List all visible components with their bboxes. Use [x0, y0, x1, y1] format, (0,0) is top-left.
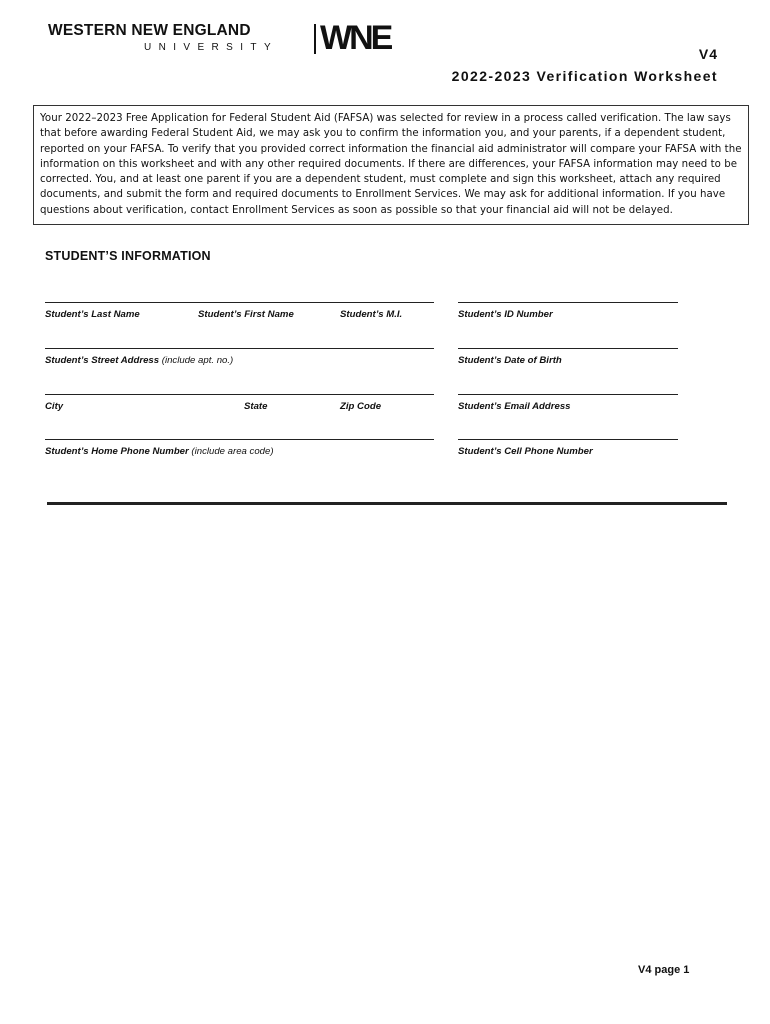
email-label: Student’s Email Address	[458, 401, 571, 412]
logo-mark: WNE	[320, 19, 391, 57]
street-address-input-line[interactable]	[45, 348, 434, 349]
street-address-note: (include apt. no.)	[161, 355, 234, 366]
logo-divider	[314, 24, 316, 54]
student-id-label: Student’s ID Number	[458, 309, 553, 320]
date-of-birth-input-line[interactable]	[458, 348, 678, 349]
state-label: State	[244, 401, 268, 412]
section-heading-student-info: STUDENT’S INFORMATION	[45, 249, 211, 263]
logo-line2: UNIVERSITY	[144, 42, 279, 53]
home-phone-note: (include area code)	[191, 446, 274, 457]
cell-phone-label: Student’s Cell Phone Number	[458, 446, 593, 457]
last-name-label: Student’s Last Name	[45, 309, 140, 320]
middle-initial-label: Student’s M.I.	[340, 309, 403, 320]
student-id-input-line[interactable]	[458, 302, 678, 303]
first-name-label: Student’s First Name	[198, 309, 294, 320]
home-phone-label	[45, 446, 274, 457]
street-address-label	[45, 355, 233, 366]
university-logo	[48, 19, 391, 58]
intro-notice: Your 2022–2023 Free Application for Federal Student Aid (FAFSA) was selected for review in a process called verification. The law says that before awarding Federal Student Aid, we may ask you to confirm the information you, and your parents, if a dependent student, reported on your FAFSA. To verify that you provided correct information the financial aid administrator will compare your FAFSA with the information on this worksheet and with any other required documents. If there are differences, your FAFSA information may need to be corrected. You, and at least one parent if you are a dependent student, must complete and sign this worksheet, attach any required documents, and submit the form and required documents to Enrollment Services. We may ask for additional information. If you have questions about verification, contact Enrollment Services as soon as possible so that your financial aid will not be delayed.	[33, 105, 749, 225]
email-input-line[interactable]	[458, 394, 678, 395]
street-address-label-text: Student’s Street Address	[45, 355, 160, 366]
date-of-birth-label: Student’s Date of Birth	[458, 355, 562, 366]
cell-phone-input-line[interactable]	[458, 439, 678, 440]
home-phone-label-text: Student’s Home Phone Number	[45, 446, 189, 457]
form-version: V4	[698, 46, 718, 62]
name-input-line[interactable]	[45, 302, 434, 303]
page-number: V4 page 1	[638, 964, 690, 976]
logo-wordmark	[48, 22, 279, 55]
city-label: City	[45, 401, 64, 412]
city-state-zip-input-line[interactable]	[45, 394, 434, 395]
logo-line1: WESTERN NEW ENGLAND	[48, 22, 251, 39]
section-divider	[47, 502, 727, 505]
home-phone-input-line[interactable]	[45, 439, 434, 440]
page-title: 2022-2023 Verification Worksheet	[451, 68, 718, 84]
zip-code-label: Zip Code	[340, 401, 382, 412]
